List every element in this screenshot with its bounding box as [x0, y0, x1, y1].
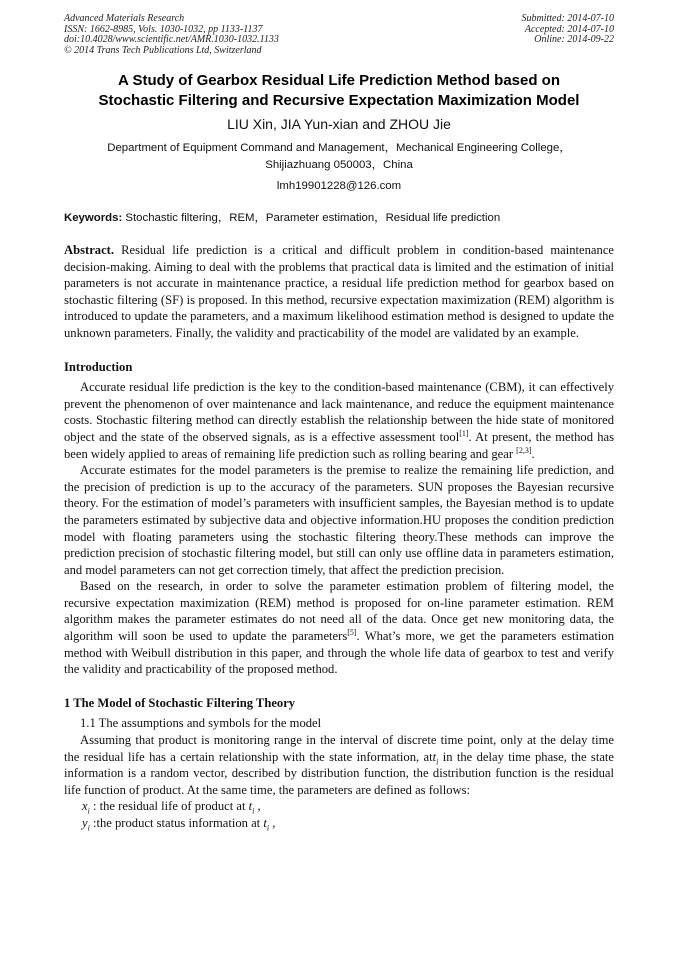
author-email: lmh19901228@126.com [276, 180, 402, 192]
journal-name: Advanced Materials Research [64, 13, 185, 24]
journal-info [64, 14, 279, 56]
sec1-p1-text-a: Assuming that product is monitoring range in the interval of discrete time point, only at the delay time the residual life has a certain relationship with the state information, at [64, 733, 614, 764]
keywords-label: Keywords: [64, 212, 123, 224]
abstract [64, 242, 614, 342]
keywords [64, 211, 614, 226]
copyright-line: © 2014 Trans Tech Publications Ltd, Switzerland [64, 44, 262, 56]
definition-x-i [64, 798, 614, 815]
math-t-symbol: t [263, 816, 267, 830]
accepted-date: Accepted: 2014-07-10 [524, 23, 614, 35]
doi-line: doi:10.4028/www.scientific.net/AMR.1030-1032.1133 [64, 34, 279, 45]
authors: LIU Xin, JIA Yun-xian and ZHOU Jie [227, 116, 451, 132]
math-y-i [82, 816, 90, 833]
intro-p1-text-c: . [531, 446, 535, 461]
intro-paragraph-3 [64, 578, 614, 678]
submitted-date: Submitted: 2014-07-10 [521, 13, 614, 24]
citation-2-3: [2,3] [516, 445, 532, 455]
math-i-subscript: i [436, 757, 439, 767]
subsection-heading-1-1: 1.1 The assumptions and symbols for the model [80, 716, 322, 731]
dates-info [522, 14, 615, 56]
definition-y-end: , [269, 816, 276, 830]
title-line-2: Stochastic Filtering and Recursive Expectation Maximization Model [98, 91, 580, 109]
section-1-paragraph-1 [64, 732, 614, 798]
paper-title [64, 71, 614, 110]
intro-p1-text-b: . At present, the method has been widely applied to areas of remaining life prediction such as rolling bearing and gear [64, 429, 614, 461]
affiliation-line-2: Shijiazhuang 050003，China [265, 158, 413, 171]
math-i-subscript: i [87, 823, 90, 833]
affiliation [64, 140, 614, 173]
math-i-subscript: i [87, 806, 90, 816]
intro-paragraph-1 [64, 379, 614, 462]
citation-1: [1] [459, 428, 469, 438]
definition-y-text: :the product status information at [89, 816, 264, 830]
paper-page [64, 14, 614, 832]
journal-header [64, 14, 614, 56]
math-i-subscript: i [266, 823, 270, 833]
online-date: Online: 2014-09-22 [534, 34, 614, 45]
citation-5: [5] [347, 627, 357, 637]
affiliation-line-1: Department of Equipment Command and Management，Mechanical Engineering College， [107, 142, 571, 154]
abstract-label: Abstract. [64, 243, 115, 257]
abstract-text: Residual life prediction is a critical and difficult problem in condition-based maintenance decision-making. Aiming to deal with the problems that practical data is limited and the estimation of initial parameters is not accurate in maintenance practice, a residual life prediction method for gearbox based on stochastic filtering (SF) is proposed. In this method, recursive expectation maximization (REM) algorithm is introduced to update the parameters, and a maximum likelihood estimation method is designed to update the unknown parameters. Finally, the validity and practicability of the model are validated by an example. [64, 243, 614, 340]
keywords-text: Stochastic filtering，REM，Parameter estimation，Residual life prediction [122, 212, 501, 224]
math-y-symbol: y [82, 816, 88, 830]
math-x-i [82, 799, 90, 816]
math-x-symbol: x [82, 799, 88, 814]
definition-y-i [64, 815, 614, 832]
sec1-p1-text-b: in the delay time phase, the state information is a random vector, described by distribution function, the distribution function is the residual life function of product. At the same time, the parameters are defined as follows: [64, 749, 614, 797]
section-heading-introduction: Introduction [64, 359, 133, 374]
intro-paragraph-2: Accurate estimates for the model parameters is the premise to realize the remaining life prediction, and the precision of prediction is up to the accuracy of the parameters. SUN proposes the Bayesian recursive theory. For the estimation of model’s parameters with insufficient samples, the Bayesian method is to update the parameters estimated by subjective data and objective information.HU proposes the condition prediction model with floating parameters using the stochastic filtering theory.These methods can improve the prediction precision of stochastic filtering model, but still can only use offline data in parameters estimation, and model parameters can not get correction timely, that affect the prediction precision. [64, 463, 614, 577]
intro-p1-text-a: Accurate residual life prediction is the key to the condition-based maintenance (CBM), it can effectively prevent the phenomenon of over maintenance and lack maintenance, and reduce the equipment maintenance costs. Stochastic filtering method can directly establish the relationship between the hide state of monitored object and the state of the observed signals, as is a effective assessment tool [64, 380, 614, 444]
intro-p3-text-a: Based on the research, in order to solve the parameter estimation problem of filtering model, the recursive expectation maximization (REM) method is proposed for on-line parameter estimation. REM algorithm makes the parameter estimates do not need all of the data. Once get new monitoring data, the algorithm will soon be used to update the parameters [64, 579, 614, 644]
section-heading-1: 1 The Model of Stochastic Filtering Theory [64, 695, 296, 710]
math-t-symbol: t [432, 749, 437, 764]
intro-p3-text-b: . What’s more, we get the parameters estimation method with Weibull distribution in this paper, and through the whole life data of gearbox to test and verify the validity and practicability of the proposed method. [64, 629, 614, 677]
math-t-symbol: t [248, 799, 253, 814]
definition-x-end: , [254, 799, 261, 814]
title-line-1: A Study of Gearbox Residual Life Prediction Method based on [118, 72, 560, 89]
math-i-subscript: i [252, 806, 255, 816]
issn-line: ISSN: 1662-8985, Vols. 1030-1032, pp 1133-1137 [64, 23, 263, 35]
definition-x-text: : the residual life of product at [89, 799, 249, 814]
